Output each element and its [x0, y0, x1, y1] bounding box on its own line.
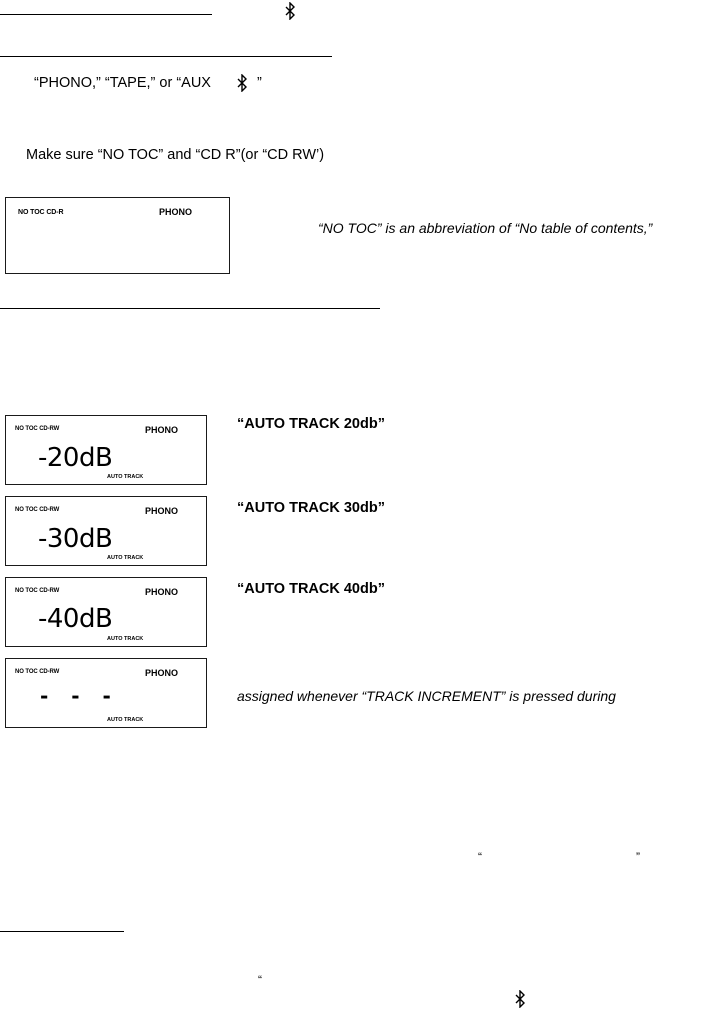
source-options-text: “PHONO,” “TAPE,” or “AUX: [34, 75, 211, 91]
no-toc-note: “NO TOC” is an abbreviation of “No table of contents,”: [318, 220, 653, 236]
make-sure-text: Make sure “NO TOC” and “CD R”(or “CD RW’): [26, 147, 325, 163]
lcd-mode-text: AUTO TRACK: [107, 636, 144, 642]
stray-open-quote-2: “: [258, 973, 262, 987]
lcd-display-auto-track-30: [5, 496, 207, 566]
lcd-status-text: NO TOC CD-RW: [15, 669, 60, 675]
lcd-source-text: PHONO: [145, 668, 179, 678]
lcd-level-readout: - - -: [40, 684, 119, 708]
lcd-level-readout: -20dB: [38, 443, 113, 473]
track-increment-note: assigned whenever “TRACK INCREMENT” is pressed during: [237, 688, 616, 704]
section-rule-2: [0, 56, 332, 57]
bluetooth-icon: [284, 2, 296, 20]
lcd-status-text: NO TOC CD-RW: [15, 426, 60, 432]
source-options-close-quote: ”: [257, 75, 262, 91]
bluetooth-icon: [236, 74, 248, 92]
auto-track-20-label: “AUTO TRACK 20db”: [237, 416, 385, 432]
bluetooth-icon: [514, 990, 526, 1008]
lcd-status-text: NO TOC CD-RW: [15, 588, 60, 594]
section-rule-4: [0, 931, 124, 932]
lcd-level-readout: -40dB: [38, 604, 113, 634]
lcd-display-auto-track-40: [5, 577, 207, 647]
lcd-level-readout: -30dB: [38, 524, 113, 554]
lcd-mode-text: AUTO TRACK: [107, 474, 144, 480]
lcd-display-auto-track-20: [5, 415, 207, 485]
section-rule-1: [0, 14, 212, 15]
lcd-mode-text: AUTO TRACK: [107, 555, 144, 561]
stray-close-quote: ”: [636, 850, 640, 864]
auto-track-40-label: “AUTO TRACK 40db”: [237, 581, 385, 597]
lcd-display-auto-track-off: [5, 658, 207, 728]
lcd-source-text: PHONO: [159, 207, 193, 217]
lcd-mode-text: AUTO TRACK: [107, 717, 144, 723]
section-rule-3: [0, 308, 380, 309]
lcd-status-text: NO TOC CD-R: [18, 209, 64, 216]
lcd-status-text: NO TOC CD-RW: [15, 507, 60, 513]
stray-open-quote: “: [478, 850, 482, 864]
lcd-source-text: PHONO: [145, 506, 179, 516]
lcd-source-text: PHONO: [145, 587, 179, 597]
lcd-display-no-toc-cdr: [5, 197, 230, 274]
lcd-source-text: PHONO: [145, 425, 179, 435]
auto-track-30-label: “AUTO TRACK 30db”: [237, 500, 385, 516]
